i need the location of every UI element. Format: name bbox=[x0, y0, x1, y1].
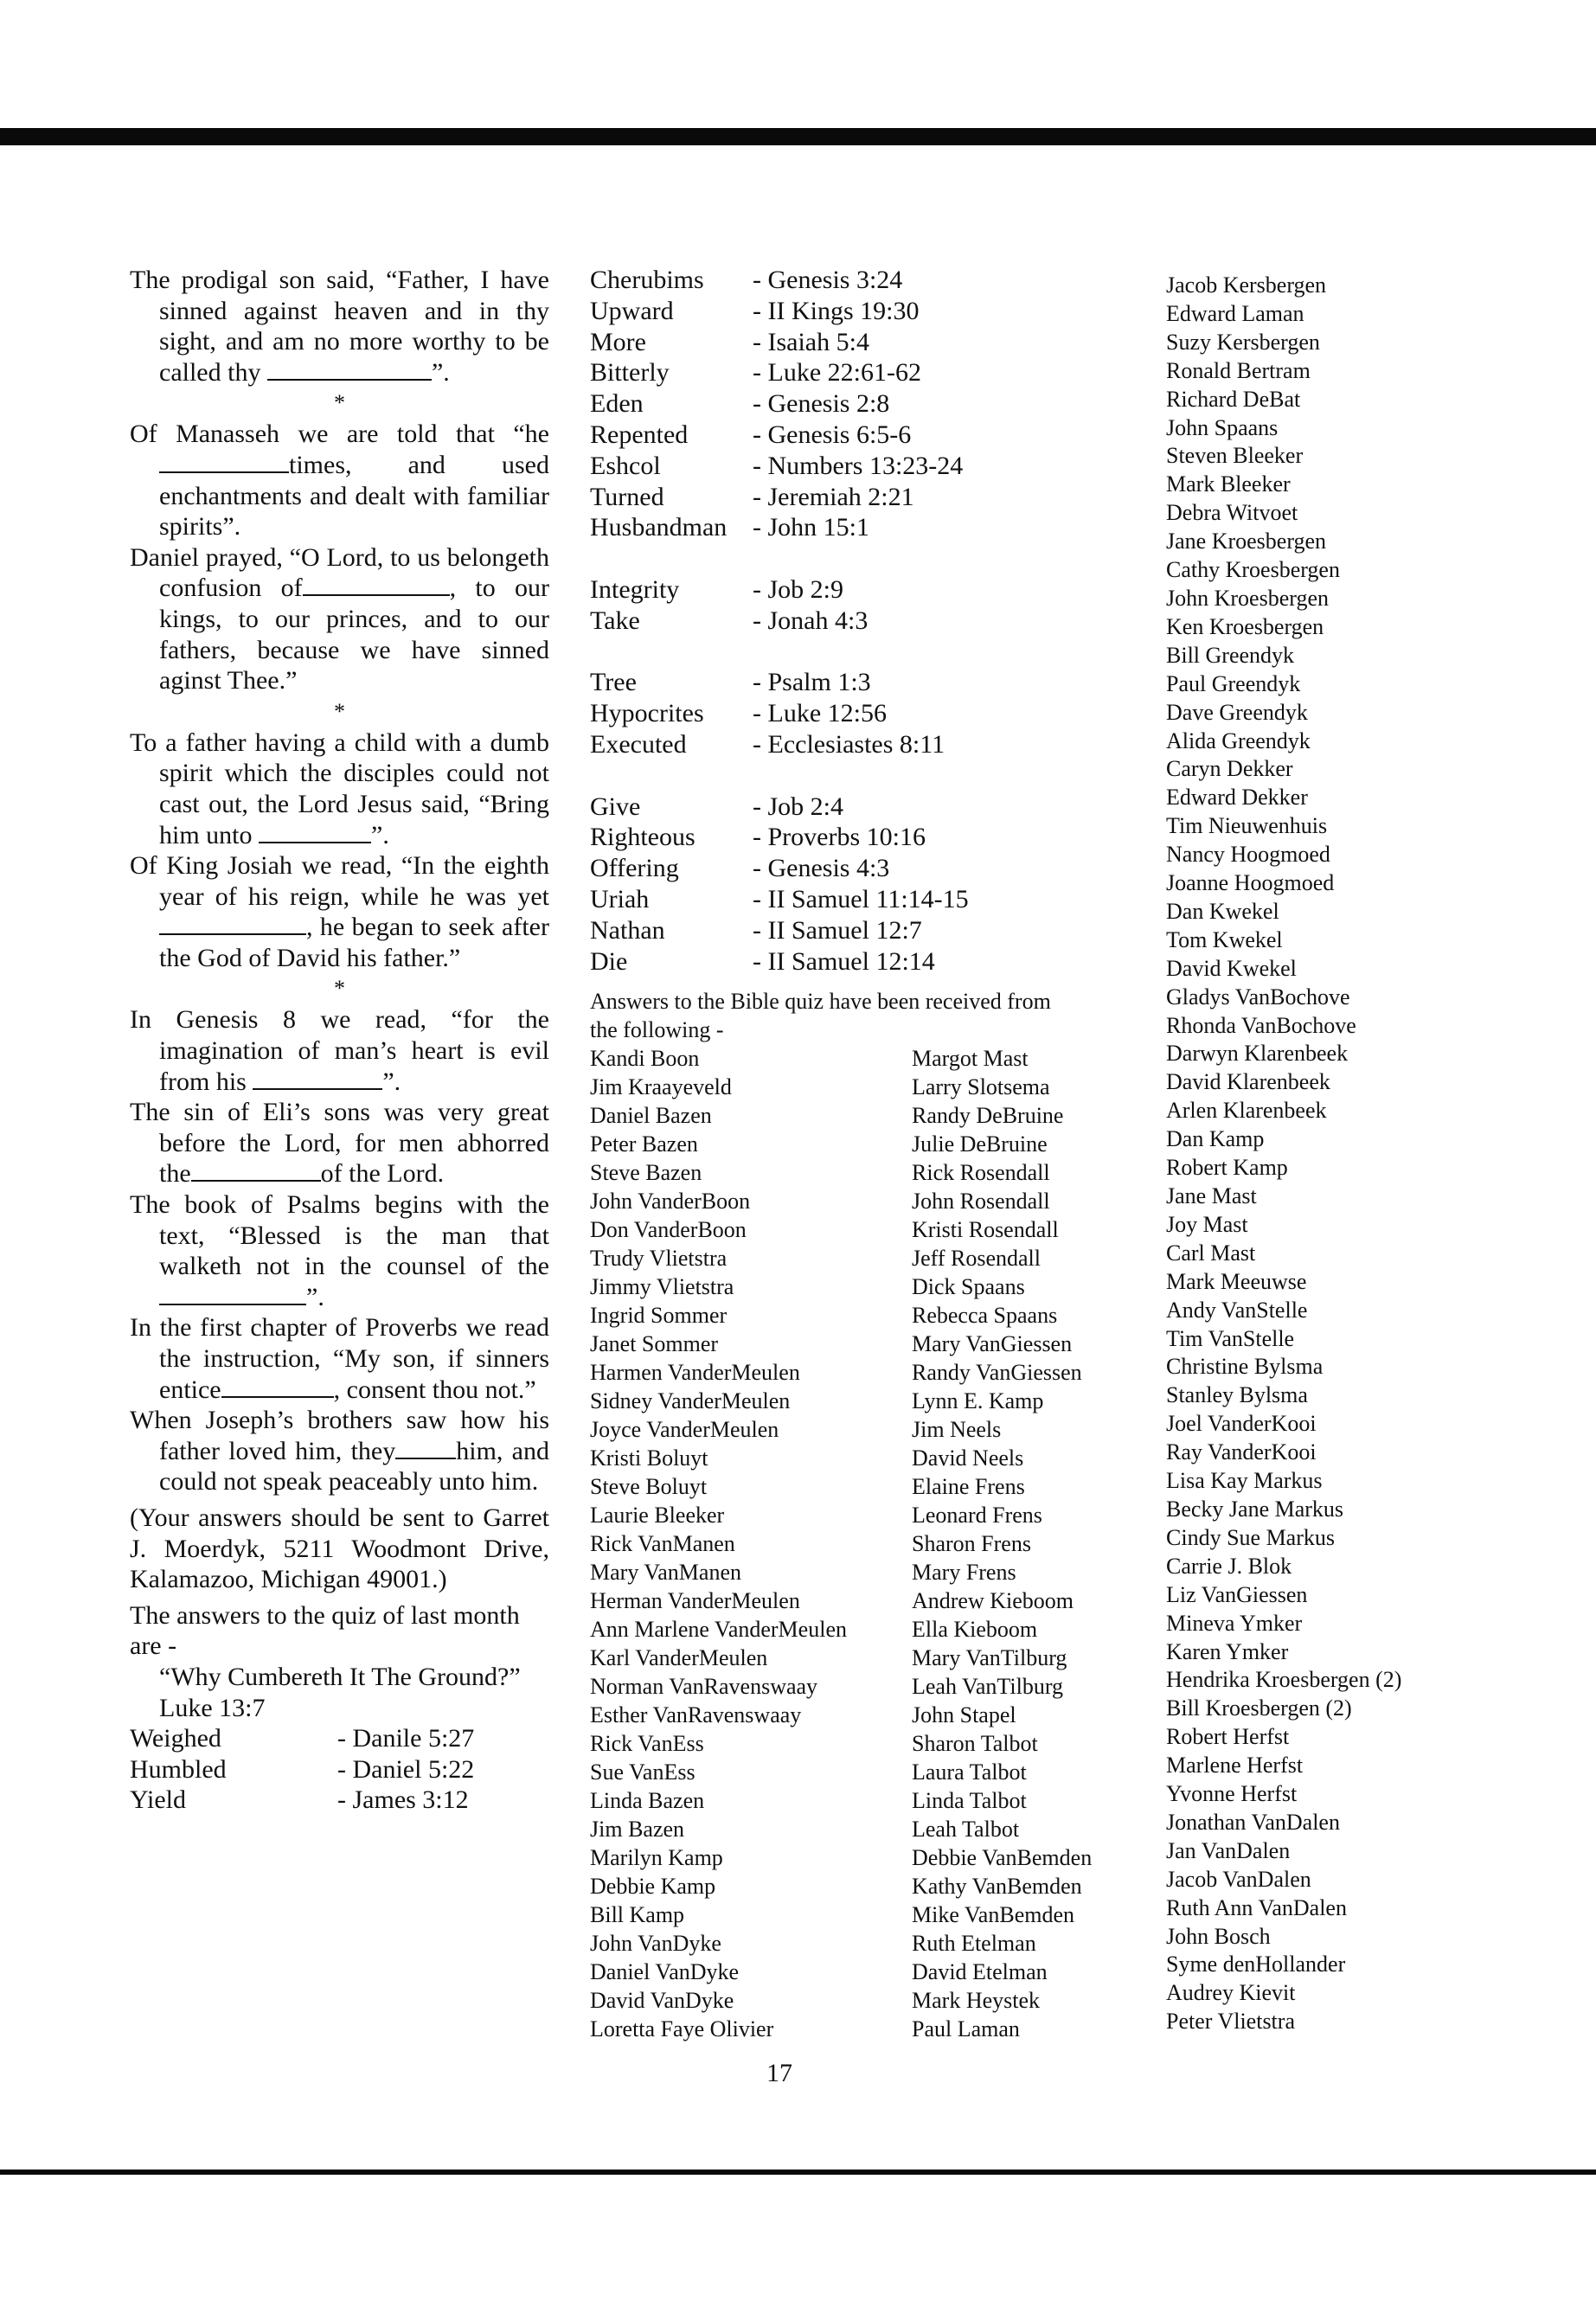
respondent-name: John Bosch bbox=[1166, 1923, 1271, 1949]
respondent-name: Dave Greendyk bbox=[1166, 699, 1308, 725]
respondent-name: Andrew Kieboom bbox=[912, 1588, 1074, 1614]
answer-blank bbox=[159, 471, 289, 473]
respondent-name: Kathy VanBemden bbox=[912, 1874, 1082, 1900]
answer-word: Repented bbox=[590, 420, 689, 449]
answer-blank bbox=[303, 593, 450, 596]
respondent-name: Bill Kamp bbox=[590, 1902, 685, 1928]
respondent-name: Randy DeBruine bbox=[912, 1103, 1064, 1129]
verse-row bbox=[590, 512, 1144, 543]
respondent-name: Richard DeBat bbox=[1166, 386, 1301, 412]
respondent-name: Andy VanStelle bbox=[1166, 1297, 1308, 1323]
respondents-column bbox=[1166, 272, 1581, 2036]
respondent-name: Jim Neels bbox=[912, 1417, 1002, 1443]
quiz-question: The sin of Eli’s sons was very great before the Lord, for men abhorred the of the Lord. bbox=[130, 1098, 549, 1189]
respondent-name: Sidney VanderMeulen bbox=[590, 1388, 791, 1414]
answer-word: Eshcol bbox=[590, 451, 661, 480]
respondent-name: Carrie J. Blok bbox=[1166, 1553, 1292, 1579]
respondent-name: Julie DeBruine bbox=[912, 1131, 1048, 1157]
answers-intro: Answers to the Bible quiz have been received from the following - bbox=[590, 989, 1051, 1043]
top-border-bar bbox=[0, 128, 1596, 145]
quiz-question: Of Manasseh we are told that “he times, and used enchantments and dealt with familiar spirits”. bbox=[130, 420, 549, 542]
answer-word: More bbox=[590, 327, 646, 356]
respondent-name: Joel VanderKooi bbox=[1166, 1411, 1317, 1437]
answer-word: Give bbox=[590, 792, 641, 821]
respondent-name: Randy VanGiessen bbox=[912, 1360, 1082, 1386]
separator-asterisk: * bbox=[334, 976, 345, 1002]
respondent-name: Rhonda VanBochove bbox=[1166, 1012, 1356, 1038]
answer-blank bbox=[395, 1457, 456, 1459]
names-list-b bbox=[912, 1044, 1092, 2043]
answer-blank bbox=[159, 933, 306, 935]
scripture-reference: - II Samuel 11:14-15 bbox=[753, 884, 969, 913]
respondent-name: Harmen VanderMeulen bbox=[590, 1360, 800, 1386]
respondent-name: Jacob Kersbergen bbox=[1166, 272, 1327, 298]
respondent-name: Suzy Kersbergen bbox=[1166, 329, 1320, 355]
respondent-name: Peter Bazen bbox=[590, 1131, 698, 1157]
answer-blank bbox=[253, 1087, 382, 1090]
respondent-name: Steve Boluyt bbox=[590, 1474, 708, 1500]
answer-word: Executed bbox=[590, 729, 687, 759]
answer-word: Bitterly bbox=[590, 358, 670, 388]
respondent-name: Robert Herfst bbox=[1166, 1724, 1290, 1750]
verse-row bbox=[590, 884, 1144, 915]
answers-column bbox=[590, 265, 1144, 2043]
answer-word: Upward bbox=[590, 296, 674, 325]
respondent-name: Kristi Boluyt bbox=[590, 1445, 708, 1471]
respondent-name: Christine Bylsma bbox=[1166, 1354, 1324, 1380]
answer-word: Husbandman bbox=[590, 513, 727, 542]
scripture-reference: - Daniel 5:22 bbox=[337, 1754, 475, 1784]
respondent-names bbox=[590, 1044, 1144, 2043]
respondent-name: Norman VanRavenswaay bbox=[590, 1674, 818, 1700]
quiz-question: In Genesis 8 we read, “for the imagination of man’s heart is evil from his ”. bbox=[130, 1005, 549, 1096]
answer-word: Uriah bbox=[590, 884, 650, 913]
respondent-name: Esther VanRavenswaay bbox=[590, 1702, 802, 1728]
respondent-name: Sue VanEss bbox=[590, 1759, 695, 1785]
respondent-name: Darwyn Klarenbeek bbox=[1166, 1041, 1349, 1067]
scripture-reference: - Ecclesiastes 8:11 bbox=[753, 729, 945, 759]
quiz-question: The prodigal son said, “Father, I have sinned against heaven and in thy sight, and am no more worthy to be called thy ”. bbox=[130, 266, 549, 387]
respondent-name: Paul Laman bbox=[912, 2016, 1020, 2042]
last-month-quiz-title: “Why Cumbereth It The Ground?” Luke 13:7 bbox=[159, 1662, 521, 1722]
respondent-name: Audrey Kievit bbox=[1166, 1980, 1296, 2006]
scripture-reference: - Job 2:9 bbox=[753, 574, 843, 604]
scripture-reference: - Jeremiah 2:21 bbox=[753, 482, 914, 511]
scripture-reference: - Jonah 4:3 bbox=[753, 606, 869, 635]
answer-blank bbox=[159, 1303, 306, 1305]
answer-word: Tree bbox=[590, 668, 637, 697]
respondent-name: Ruth Ann VanDalen bbox=[1166, 1894, 1347, 1920]
respondent-name: Laura Talbot bbox=[912, 1759, 1027, 1785]
verse-row bbox=[590, 698, 1144, 729]
scripture-reference: - Numbers 13:23-24 bbox=[753, 451, 964, 480]
respondent-name: Edward Dekker bbox=[1166, 785, 1308, 811]
respondent-name: John Stapel bbox=[912, 1702, 1016, 1728]
respondent-name: Mark Bleeker bbox=[1166, 471, 1291, 497]
respondent-name: Mark Meeuwse bbox=[1166, 1268, 1307, 1294]
scripture-reference: - Luke 12:56 bbox=[753, 699, 887, 728]
respondent-name: Gladys VanBochove bbox=[1166, 984, 1350, 1009]
respondent-name: Jacob VanDalen bbox=[1166, 1866, 1311, 1892]
respondent-name: Mary VanTilburg bbox=[912, 1645, 1067, 1671]
respondent-name: Joy Mast bbox=[1166, 1211, 1248, 1237]
respondent-name: Cathy Kroesbergen bbox=[1166, 557, 1340, 583]
respondent-name: Joyce VanderMeulen bbox=[590, 1417, 779, 1443]
respondent-name: Tim VanStelle bbox=[1166, 1325, 1295, 1351]
verse-row bbox=[590, 792, 1144, 823]
verse-group bbox=[590, 574, 1144, 637]
scripture-reference: - John 15:1 bbox=[753, 513, 869, 542]
respondent-name: David Klarenbeek bbox=[1166, 1069, 1330, 1095]
answer-word: Yield bbox=[130, 1785, 186, 1815]
respondent-name: Bill Kroesbergen (2) bbox=[1166, 1695, 1352, 1721]
respondent-name: Robert Kamp bbox=[1166, 1155, 1288, 1181]
respondent-name: Ann Marlene VanderMeulen bbox=[590, 1617, 847, 1643]
names-list-c bbox=[1166, 272, 1581, 2036]
verse-row bbox=[590, 482, 1144, 513]
verse-row bbox=[590, 853, 1144, 884]
respondent-name: Karl VanderMeulen bbox=[590, 1645, 768, 1671]
separator-asterisk: * bbox=[334, 390, 345, 416]
respondent-name: Jane Mast bbox=[1166, 1183, 1257, 1208]
respondent-name: Debbie Kamp bbox=[590, 1874, 716, 1900]
respondent-name: Leonard Frens bbox=[912, 1503, 1042, 1529]
answer-blank bbox=[259, 841, 371, 843]
respondent-name: Alida Greendyk bbox=[1166, 727, 1311, 753]
scripture-reference: - Psalm 1:3 bbox=[753, 668, 871, 697]
answer-word: Hypocrites bbox=[590, 699, 704, 728]
respondent-name: Daniel VanDyke bbox=[590, 1959, 740, 1985]
respondent-name: Margot Mast bbox=[912, 1046, 1029, 1072]
last-month-intro: The answers to the quiz of last month are - bbox=[130, 1600, 520, 1661]
scripture-reference: - Job 2:4 bbox=[753, 792, 843, 821]
respondent-name: David VanDyke bbox=[590, 1988, 734, 2014]
answer-word: Offering bbox=[590, 854, 679, 883]
respondent-name: Jonathan VanDalen bbox=[1166, 1809, 1340, 1835]
respondent-name: Debbie VanBemden bbox=[912, 1845, 1093, 1871]
verse-row bbox=[590, 388, 1144, 420]
respondent-name: Larry Slotsema bbox=[912, 1074, 1050, 1100]
verse-row bbox=[590, 357, 1144, 388]
respondent-name: David Kwekel bbox=[1166, 955, 1297, 981]
answer-blank bbox=[191, 1179, 321, 1182]
respondent-name: Jeff Rosendall bbox=[912, 1246, 1041, 1272]
respondent-name: Mary VanManen bbox=[590, 1560, 741, 1586]
respondent-name: Linda Talbot bbox=[912, 1788, 1027, 1814]
verse-group bbox=[590, 265, 1144, 543]
last-month-answers bbox=[130, 1600, 549, 1816]
last-answer-row bbox=[130, 1754, 549, 1785]
respondent-name: Hendrika Kroesbergen (2) bbox=[1166, 1667, 1402, 1693]
answer-word: Integrity bbox=[590, 574, 680, 604]
answer-word: Nathan bbox=[590, 915, 665, 945]
respondent-name: Rick VanEss bbox=[590, 1731, 704, 1757]
respondent-name: Caryn Dekker bbox=[1166, 756, 1293, 782]
verse-row bbox=[590, 915, 1144, 946]
names-list-a bbox=[590, 1044, 912, 2043]
answer-blank bbox=[267, 378, 432, 381]
scripture-reference: - II Kings 19:30 bbox=[753, 296, 920, 325]
quiz-question: The book of Psalms begins with the text, “Blessed is the man that walketh not in the counsel of the”. bbox=[130, 1190, 549, 1311]
respondent-name: Janet Sommer bbox=[590, 1331, 719, 1357]
answer-word: Weighed bbox=[130, 1724, 221, 1753]
respondent-name: David Neels bbox=[912, 1445, 1024, 1471]
respondent-name: Ella Kieboom bbox=[912, 1617, 1038, 1643]
scripture-reference: - Genesis 2:8 bbox=[753, 389, 890, 419]
respondent-name: Daniel Bazen bbox=[590, 1103, 712, 1129]
respondent-name: John VanDyke bbox=[590, 1931, 721, 1957]
last-answer-row bbox=[130, 1785, 549, 1816]
respondent-name: Jimmy Vlietstra bbox=[590, 1274, 734, 1300]
respondent-name: Tim Nieuwenhuis bbox=[1166, 813, 1328, 839]
respondent-name: John Spaans bbox=[1166, 414, 1279, 440]
quiz-question: Daniel prayed, “O Lord, to us belongeth confusion of , to our kings, to our princes, and to our fathers, because we have sinned aginst Thee.” bbox=[130, 542, 549, 695]
respondent-name: Nancy Hoogmoed bbox=[1166, 842, 1330, 868]
respondent-name: Kandi Boon bbox=[590, 1046, 700, 1072]
respondent-name: Loretta Faye Olivier bbox=[590, 2016, 774, 2042]
verse-row bbox=[590, 265, 1144, 296]
scripture-reference: - Luke 22:61-62 bbox=[753, 358, 921, 388]
respondent-name: Syme denHollander bbox=[1166, 1952, 1346, 1977]
verse-row bbox=[590, 574, 1144, 606]
verse-group bbox=[590, 792, 1144, 977]
respondent-name: Dan Kamp bbox=[1166, 1126, 1265, 1152]
verse-group bbox=[590, 667, 1144, 760]
scripture-reference: - II Samuel 12:7 bbox=[753, 915, 922, 945]
respondent-name: Ray VanderKooi bbox=[1166, 1439, 1317, 1465]
send-answers-note: (Your answers should be sent to Garret J. Moerdyk, 5211 Woodmont Drive, Kalamazoo, Michigan 49001.) bbox=[130, 1503, 549, 1594]
respondent-name: Sharon Talbot bbox=[912, 1731, 1038, 1757]
respondent-name: Mike VanBemden bbox=[912, 1902, 1074, 1928]
respondent-name: Cindy Sue Markus bbox=[1166, 1524, 1335, 1550]
verse-answer-groups bbox=[590, 265, 1144, 977]
respondent-name: Sharon Frens bbox=[912, 1531, 1031, 1557]
respondent-name: Becky Jane Markus bbox=[1166, 1496, 1344, 1522]
respondent-name: Jane Kroesbergen bbox=[1166, 529, 1327, 554]
respondent-name: Herman VanderMeulen bbox=[590, 1588, 800, 1614]
respondent-name: Stanley Bylsma bbox=[1166, 1382, 1308, 1408]
respondent-name: Debra Witvoet bbox=[1166, 500, 1298, 526]
answer-word: Humbled bbox=[130, 1754, 227, 1784]
quiz-question: When Joseph’s brothers saw how his father loved him, they him, and could not speak peaceably unto him. bbox=[130, 1406, 549, 1497]
answer-blank bbox=[221, 1395, 334, 1398]
verse-row bbox=[590, 822, 1144, 853]
respondent-name: Steven Bleeker bbox=[1166, 443, 1304, 469]
respondent-name: Paul Greendyk bbox=[1166, 670, 1301, 696]
verse-row bbox=[590, 729, 1144, 760]
scripture-reference: - Danile 5:27 bbox=[337, 1724, 475, 1753]
respondent-name: John Rosendall bbox=[912, 1189, 1050, 1215]
respondent-name: Carl Mast bbox=[1166, 1240, 1256, 1266]
scripture-reference: - Isaiah 5:4 bbox=[753, 327, 869, 356]
respondent-name: Jim Bazen bbox=[590, 1817, 685, 1843]
respondent-name: Karen Ymker bbox=[1166, 1638, 1289, 1664]
verse-row bbox=[590, 451, 1144, 482]
answer-word: Cherubims bbox=[590, 266, 704, 294]
quiz-question: In the first chapter of Proverbs we read the instruction, “My son, if sinners entice , consent thou not.” bbox=[130, 1313, 549, 1404]
quiz-question: To a father having a child with a dumb spirit which the disciples could not cast out, the Lord Jesus said, “Bring him unto ”. bbox=[130, 727, 549, 849]
answer-word: Righteous bbox=[590, 823, 695, 852]
respondent-name: Jim Kraayeveld bbox=[590, 1074, 732, 1100]
scripture-reference: - Genesis 3:24 bbox=[753, 266, 903, 294]
respondent-name: Ingrid Sommer bbox=[590, 1303, 727, 1329]
respondent-name: Trudy Vlietstra bbox=[590, 1246, 727, 1272]
respondent-name: Yvonne Herfst bbox=[1166, 1781, 1298, 1807]
answer-word: Take bbox=[590, 606, 640, 635]
respondent-name: Laurie Bleeker bbox=[590, 1503, 725, 1529]
last-month-answer-list bbox=[130, 1723, 549, 1816]
verse-row bbox=[590, 667, 1144, 698]
answer-word: Turned bbox=[590, 482, 664, 511]
respondent-name: Ruth Etelman bbox=[912, 1931, 1036, 1957]
respondent-name: Liz VanGiessen bbox=[1166, 1581, 1308, 1607]
verse-row bbox=[590, 606, 1144, 637]
respondent-name: Ronald Bertram bbox=[1166, 357, 1311, 383]
page-number: 17 bbox=[766, 2059, 792, 2087]
respondent-name: Lynn E. Kamp bbox=[912, 1388, 1044, 1414]
respondent-name: Rebecca Spaans bbox=[912, 1303, 1058, 1329]
respondent-name: John VanderBoon bbox=[590, 1189, 751, 1215]
respondent-name: Dan Kwekel bbox=[1166, 898, 1279, 924]
respondent-name: Dick Spaans bbox=[912, 1274, 1025, 1300]
respondent-name: Leah VanTilburg bbox=[912, 1674, 1064, 1700]
respondent-name: Lisa Kay Markus bbox=[1166, 1468, 1323, 1494]
respondent-name: Arlen Klarenbeek bbox=[1166, 1098, 1327, 1124]
scripture-reference: - Proverbs 10:16 bbox=[753, 823, 926, 852]
respondent-name: Marlene Herfst bbox=[1166, 1753, 1304, 1779]
scripture-reference: - Genesis 6:5-6 bbox=[753, 420, 912, 449]
respondent-name: Edward Laman bbox=[1166, 300, 1304, 326]
respondent-name: Jan VanDalen bbox=[1166, 1837, 1291, 1863]
answer-word: Die bbox=[590, 946, 628, 976]
quiz-questions-column bbox=[130, 265, 549, 1816]
respondent-name: Bill Greendyk bbox=[1166, 642, 1295, 668]
respondent-name: John Kroesbergen bbox=[1166, 585, 1329, 611]
respondent-name: Ken Kroesbergen bbox=[1166, 613, 1324, 639]
answer-word: Eden bbox=[590, 389, 644, 419]
verse-row bbox=[590, 420, 1144, 451]
quiz-question: Of King Josiah we read, “In the eighth year of his reign, while he was yet, he began to seek after the God of David his father.” bbox=[130, 851, 549, 972]
scripture-reference: - James 3:12 bbox=[337, 1785, 469, 1815]
separator-asterisk: * bbox=[334, 698, 345, 724]
respondent-name: Tom Kwekel bbox=[1166, 926, 1283, 952]
respondent-name: Rick Rosendall bbox=[912, 1160, 1050, 1186]
respondent-name: Rick VanManen bbox=[590, 1531, 735, 1557]
respondent-name: Elaine Frens bbox=[912, 1474, 1025, 1500]
respondent-name: Don VanderBoon bbox=[590, 1217, 747, 1243]
respondent-name: Mineva Ymker bbox=[1166, 1610, 1303, 1636]
respondent-name: Linda Bazen bbox=[590, 1788, 705, 1814]
last-answer-row bbox=[130, 1723, 549, 1754]
respondent-name: Joanne Hoogmoed bbox=[1166, 870, 1335, 896]
respondent-name: Mark Heystek bbox=[912, 1988, 1041, 2014]
bottom-border-line bbox=[0, 2170, 1596, 2175]
respondent-name: Leah Talbot bbox=[912, 1817, 1020, 1843]
respondent-name: Marilyn Kamp bbox=[590, 1845, 723, 1871]
respondent-name: David Etelman bbox=[912, 1959, 1048, 1985]
respondent-name: Mary Frens bbox=[912, 1560, 1016, 1586]
scripture-reference: - Genesis 4:3 bbox=[753, 854, 890, 883]
respondent-name: Mary VanGiessen bbox=[912, 1331, 1073, 1357]
verse-row bbox=[590, 296, 1144, 327]
respondent-name: Peter Vlietstra bbox=[1166, 2009, 1295, 2035]
scripture-reference: - II Samuel 12:14 bbox=[753, 946, 935, 976]
respondent-name: Kristi Rosendall bbox=[912, 1217, 1059, 1243]
verse-row bbox=[590, 327, 1144, 358]
verse-row bbox=[590, 946, 1144, 977]
respondent-name: Steve Bazen bbox=[590, 1160, 702, 1186]
